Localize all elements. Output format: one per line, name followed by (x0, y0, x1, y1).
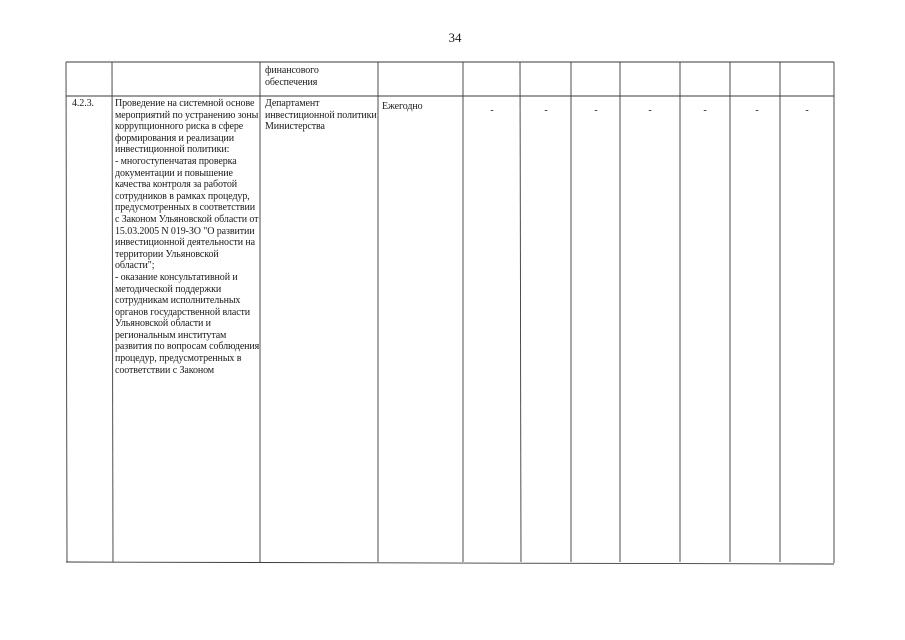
row-period: Ежегодно (382, 101, 423, 112)
row-number: 4.2.3. (72, 98, 94, 109)
row-executor: Департамент инвестиционной политики Министерства (265, 98, 377, 133)
table-left-border (66, 62, 67, 562)
value-cell-4: - (648, 105, 652, 116)
row-description: Проведение на системной основе мероприятий по устранению зоны коррупционного риска в сфере формирования и реализации инвестиционной политики: - многоступенчатая проверка документации и повышение качества контроля за работой сотрудников в рамках процедур, предусмотренных в соответствии с Законом Ульяновской области от 15.03.2005 N 019-ЗО "О развитии инвестиционной деятельности на территории Ульяновской области"; - оказание консультативной и методической поддержки сотрудникам исполнительных органов государственной власти Ульяновской области и региональным институтам развития по вопросам соблюдения процедур, предусмотренных в соответствии с Законом (115, 98, 260, 376)
col-divider-1 (112, 62, 113, 562)
header-financing-cell: финансового обеспечения (265, 65, 319, 88)
value-cell-5: - (703, 105, 707, 116)
table-bottom-border (66, 562, 834, 564)
value-cell-3: - (594, 105, 598, 116)
value-cell-7: - (805, 105, 809, 116)
col-divider-5 (520, 62, 521, 562)
value-cell-2: - (544, 105, 548, 116)
page-number: 34 (448, 30, 462, 45)
value-cell-1: - (490, 105, 494, 116)
value-cell-6: - (755, 105, 759, 116)
